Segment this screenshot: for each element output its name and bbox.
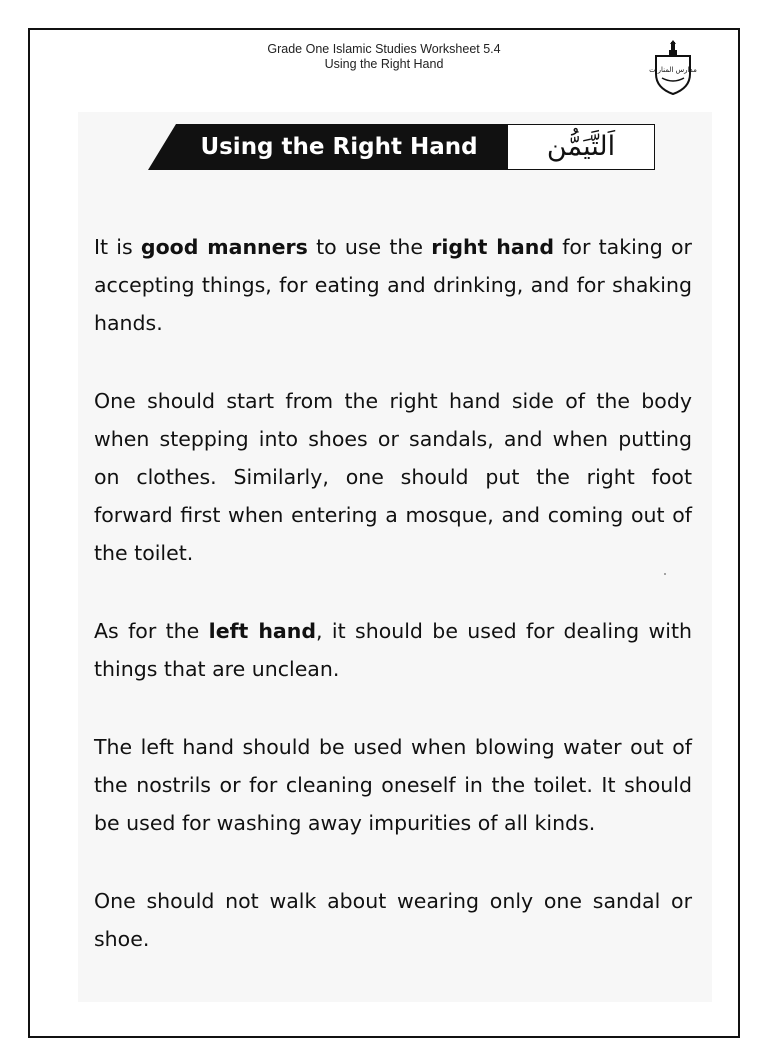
title-banner <box>148 124 656 170</box>
arabic-title: اَلتَّيَمُّن <box>508 124 655 170</box>
p3-text-a: As for the <box>94 619 209 643</box>
paragraph-3 <box>94 612 692 688</box>
page-title: Using the Right Hand <box>200 134 478 160</box>
worksheet-body <box>94 228 692 998</box>
logo-text: مدارس المنارات <box>649 66 697 74</box>
p1-bold-good-manners: good manners <box>140 235 308 259</box>
paragraph-4: The left hand should be used when blowing water out of the nostrils or for cleaning oneself in the toilet. It should be used for washing away impurities of all kinds. <box>94 735 692 835</box>
header-line-2: Using the Right Hand <box>324 57 444 71</box>
school-logo-icon <box>648 40 698 96</box>
p3-text-c: , it should be used for dealing with things that are unclean. <box>94 619 692 681</box>
p3-bold-left-hand: left hand <box>208 619 317 643</box>
p1-text-d: for taking or accepting things, for eating and drinking, and for shaking hands. <box>94 235 692 335</box>
paragraph-5: One should not walk about wearing only one sandal or shoe. <box>94 889 692 951</box>
p1-bold-right-hand: right hand <box>431 235 554 259</box>
header-line-1: Grade One Islamic Studies Worksheet 5.4 <box>267 42 501 56</box>
paragraph-1 <box>94 228 692 342</box>
paragraph-2: One should start from the right hand side of the body when stepping into shoes or sandals, and when putting on clothes. Similarly, one should put the right foot forward first when entering a mosque, and coming out of the toilet. <box>94 389 692 565</box>
p1-text-a: It is <box>94 235 141 259</box>
p1-text-c: to use the <box>307 235 432 259</box>
stray-dot <box>664 573 666 575</box>
